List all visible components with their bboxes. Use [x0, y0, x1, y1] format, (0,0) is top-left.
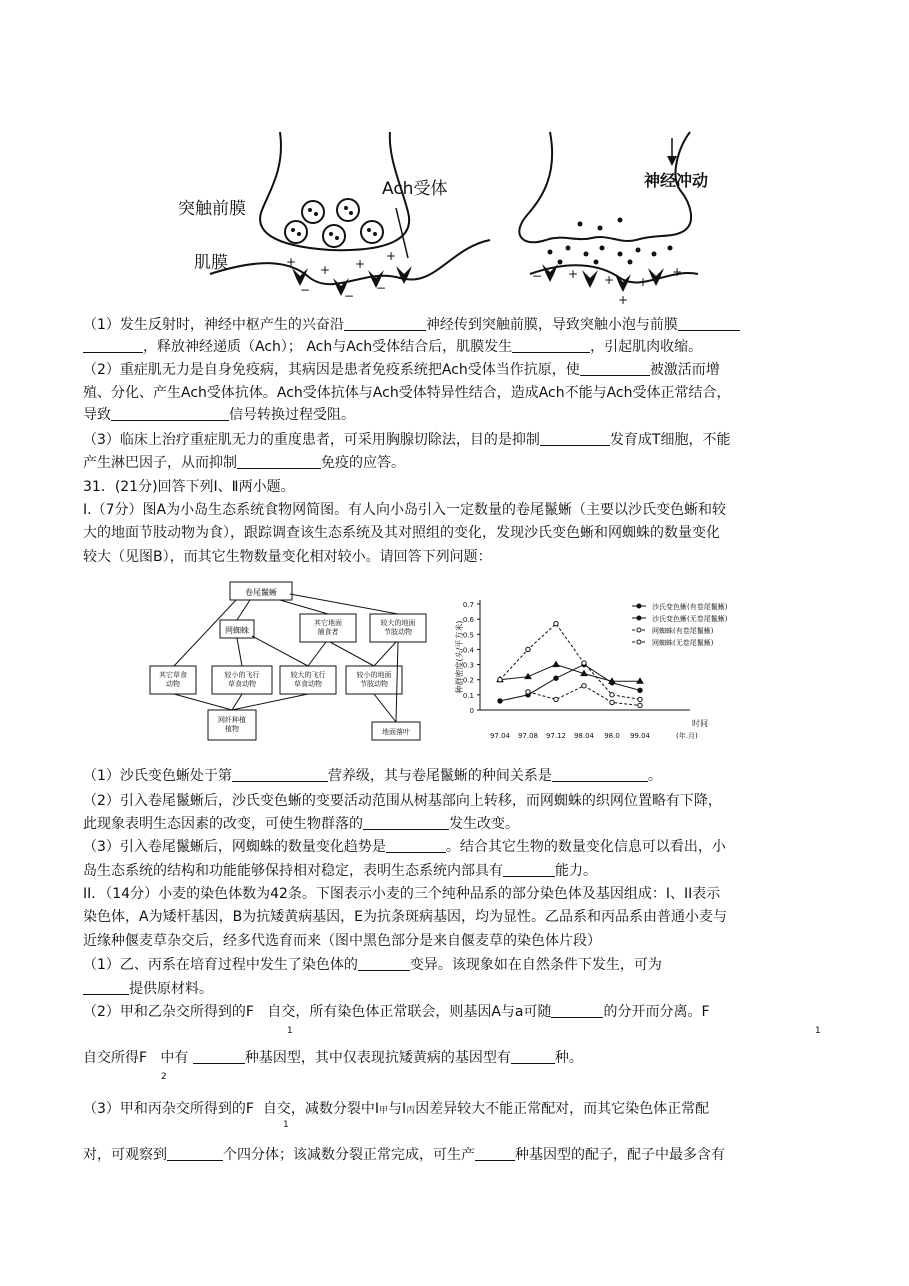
data-point [638, 703, 642, 707]
node-label-other_ground: 捕食者 [317, 628, 339, 636]
svg-text:+: + [604, 273, 615, 287]
node-label-small_fly: 草食动物 [228, 680, 256, 688]
q31-ii-q2-line2: 自交所得F 中有 种基因型，其中仅表现抗矮黄病的基因型有 种。 [83, 1050, 583, 1066]
svg-text:+: + [568, 267, 579, 281]
food-web-figure [140, 574, 440, 754]
node-label-other_herb: 动物 [166, 680, 180, 688]
y-tick-label: 0.4 [462, 646, 474, 655]
data-point [610, 700, 614, 704]
node-label-plants: 网纤种植 [218, 716, 246, 724]
legend-marker [637, 640, 641, 644]
q31-i-q2-line1: （2）引入卷尾鬣蜥后，沙氏变色蜥的变要活动范围从树基部向上转移，而网蜘蛛的织网位置略有下降， [83, 793, 722, 809]
y-tick-label: 0 [469, 707, 474, 715]
q31-ii-q1-line2: 提供原材料。 [83, 978, 213, 1000]
y-tick-label: 0.5 [462, 631, 474, 640]
answer-blank[interactable] [386, 838, 446, 853]
q30-p2-line3: 导致 信号转换过程受阻。 [83, 407, 355, 423]
q31-i-q3-line2: 岛生态系统的结构和功能能够保持相对稳定，表明生态系统内部具有 能力。 [83, 863, 597, 879]
data-point [498, 699, 502, 703]
answer-blank[interactable] [237, 454, 321, 469]
node-label-big_ground: 较大的地面 [380, 619, 416, 627]
y-tick-label: 0.3 [462, 661, 474, 670]
synapse-right [519, 132, 698, 282]
synapse-figure [150, 128, 750, 308]
data-point [610, 693, 614, 697]
node-label-litter: 地面落叶 [382, 728, 410, 736]
q31-ii-intro-2: 染色体，A为矮杆基因，B为抗矮黄病基因，E为抗条斑病基因，均为显性。乙品系和丙品系由普通小麦与 [83, 909, 728, 925]
svg-text:−: − [300, 283, 311, 297]
x-axis-unit: (年.月) [676, 732, 698, 740]
x-tick-label: 97.08 [517, 732, 539, 740]
answer-blank[interactable] [511, 1049, 555, 1064]
node-label-other_ground: 其它地面 [314, 619, 342, 627]
data-point [638, 697, 642, 701]
data-point [498, 678, 502, 682]
x-axis-label: 时间 [692, 719, 708, 728]
data-point [553, 662, 559, 667]
answer-blank[interactable] [83, 338, 143, 353]
answer-blank[interactable] [193, 1049, 245, 1064]
answer-blank[interactable] [678, 316, 740, 331]
population-chart [440, 590, 780, 750]
legend-label: 沙氏变色蜥(有卷尾鬣蜥) [652, 603, 728, 611]
svg-text:+: + [672, 265, 683, 279]
node-label-other_herb: 其它草食 [159, 671, 187, 679]
q30-p3-line1: （3）临床上治疗重症肌无力的重度患者，可采用胸腺切除法，目的是抑制 发育成T细胞，不能 [83, 432, 731, 448]
svg-text:+: + [320, 263, 331, 277]
answer-blank[interactable] [344, 316, 426, 331]
answer-blank[interactable] [358, 956, 410, 971]
node-label-big_ground: 节肢动物 [384, 628, 412, 636]
node-label: 卷尾鬣蜥 [245, 588, 277, 597]
svg-text:+: + [355, 257, 366, 271]
answer-blank[interactable] [512, 338, 590, 353]
series-line [500, 665, 640, 682]
q31-ii-q3-line2: 对，可观察到 个四分体；该减数分裂正常完成，可生产 种基因型的配子，配子中最多含有 [83, 1147, 725, 1163]
q31-i-q3-line1: （3）引入卷尾鬣蜥后，网蜘蛛的数量变化趋势是 。结合其它生物的数量变化信息可以看出，小 [83, 839, 726, 855]
q31-ii-intro-1: II．（14分）小麦的染色体数为42条。下图表示小麦的三个纯种品系的部分染色体及基因组成：I、II表示 [83, 886, 721, 902]
series-line [500, 665, 640, 701]
answer-blank[interactable] [111, 406, 229, 421]
answer-blank[interactable] [540, 431, 610, 446]
answer-blank[interactable] [580, 361, 650, 376]
legend-marker [637, 616, 641, 620]
legend-label: 沙氏变色蜥(无卷尾鬣蜥) [652, 615, 728, 623]
q31-ii-q1-line1: （1）乙、丙系在培育过程中发生了染色体的 变异。该现象如在自然条件下发生，可为 [83, 957, 662, 973]
data-point [582, 661, 586, 665]
q31-ii-intro-3: 近缘种偃麦草杂交后，经多代选育而来（图中黑色部分是来自偃麦草的染色体片段） [83, 933, 601, 949]
data-point [554, 621, 558, 625]
q30-p3-line2: 产生淋巴因子，从而抑制 免疫的应答。 [83, 455, 405, 471]
x-tick-label: 98.04 [573, 732, 595, 740]
q31-i-q2-line2: 此现象表明生态因素的改变，可使生物群落的 发生改变。 [83, 816, 519, 832]
y-tick-label: 0.7 [462, 601, 474, 609]
svg-text:+: + [386, 249, 397, 263]
answer-blank[interactable] [363, 815, 449, 830]
data-point [526, 690, 530, 694]
x-tick-label: 98.0 [604, 732, 620, 740]
q30-p2-line1: （2）重症肌无力是自身免疫病，其病因是患者免疫系统把Ach受体当作抗原，使 被激活而增 [83, 362, 720, 378]
legend-marker [637, 628, 641, 632]
data-point [526, 647, 530, 651]
node-label: 网蜘蛛 [225, 626, 249, 635]
label-nerve-impulse: 神经冲动 [644, 171, 709, 190]
q31-ii-q2-line1: （2）甲和乙杂交所得到的F 自交，所有染色体正常联会，则基因A与a可随 的分开而分离。F [83, 1004, 710, 1020]
answer-blank[interactable] [232, 767, 328, 782]
subscript: 1 [815, 1026, 821, 1036]
node-label-small_fly: 较小的飞行 [224, 671, 260, 679]
node-label-plants: 植物 [225, 725, 239, 733]
x-tick-label: 97.04 [489, 732, 511, 740]
series-line [500, 624, 640, 700]
answer-blank[interactable] [83, 980, 129, 995]
q30-p2-line2: 殖、分化、产生Ach受体抗体。Ach受体抗体与Ach受体特异性结合，造成Ach不能与Ach受体正常结合， [83, 385, 731, 401]
svg-text:+: + [286, 255, 297, 269]
q31-ii-q3-line1: （3）甲和丙杂交所得到的F 自交，减数分裂中Ⅰ甲与Ⅰ丙因差异较大不能正常配对，而其它染色体正常配 [83, 1101, 710, 1117]
subscript: 2 [161, 1072, 167, 1082]
label-ach-receptor: Ach受体 [382, 179, 448, 199]
q30-p1-line2: ，释放神经递质（Ach）； Ach与Ach受体结合后，肌膜发生 ，引起肌肉收缩。 [83, 336, 702, 358]
svg-text:−: − [532, 269, 543, 283]
series-line [528, 686, 640, 706]
answer-blank[interactable] [475, 1146, 515, 1161]
y-tick-label: 0.6 [462, 616, 474, 625]
subscript: 1 [283, 1120, 289, 1130]
label-muscle-membrane: 肌膜 [194, 253, 228, 273]
node-label-small_ground: 节肢动物 [360, 680, 388, 688]
data-point [554, 697, 558, 701]
q31-i-intro-1: I.（7分）图A为小岛生态系统食物网简图。有人向小岛引入一定数量的卷尾鬣蜥（主要以沙氏变色蜥和较 [83, 502, 727, 518]
data-point [638, 688, 642, 692]
q31-i-intro-2: 大的地面节肢动物为食），跟踪调查该生态系统及其对照组的变化，发现沙氏变色蜥和网蜘蛛的数量变化 [83, 525, 720, 541]
x-tick-label: 99.04 [629, 732, 651, 740]
q30-p1-line1: （1）发生反射时，神经中枢产生的兴奋沿 神经传到突触前膜，导致突触小泡与前膜 [83, 314, 740, 336]
svg-text:+: + [638, 275, 649, 289]
svg-text:−: − [344, 289, 355, 303]
answer-blank[interactable] [167, 1146, 223, 1161]
node-label-small_ground: 较小的地面 [356, 671, 392, 679]
node-label-big_fly: 较大的飞行 [290, 671, 326, 679]
data-point [582, 684, 586, 688]
q31-i-q1: （1）沙氏变色蜥处于第 营养级，其与卷尾鬣蜥的种间关系是 。 [83, 768, 662, 784]
y-tick-label: 0.2 [462, 676, 474, 685]
answer-blank[interactable] [503, 862, 555, 877]
legend-label: 网蜘蛛(有卷尾鬣蜥) [652, 627, 714, 635]
q31-i-intro-3: 较大（见图B），而其它生物数量变化相对较小。请回答下列问题： [83, 549, 492, 565]
q31-title: 31．(21分)回答下列Ⅰ、Ⅱ两小题。 [83, 479, 295, 495]
svg-text:+: + [618, 293, 629, 307]
synapse-left [210, 132, 490, 284]
x-tick-label: 97.12 [545, 732, 567, 740]
svg-text:−: − [376, 281, 387, 295]
subscript: 1 [287, 1026, 293, 1036]
legend-marker [637, 604, 641, 608]
y-axis-label: 种群密度(头/平方米) [455, 620, 464, 694]
y-tick-label: 0.1 [462, 691, 474, 700]
node-label-big_fly: 草食动物 [294, 680, 322, 688]
answer-blank[interactable] [551, 1003, 603, 1018]
legend-label: 网蜘蛛(无卷尾鬣蜥) [652, 639, 714, 647]
label-presynaptic: 突触前膜 [178, 199, 246, 219]
data-point [554, 676, 558, 680]
answer-blank[interactable] [552, 767, 648, 782]
